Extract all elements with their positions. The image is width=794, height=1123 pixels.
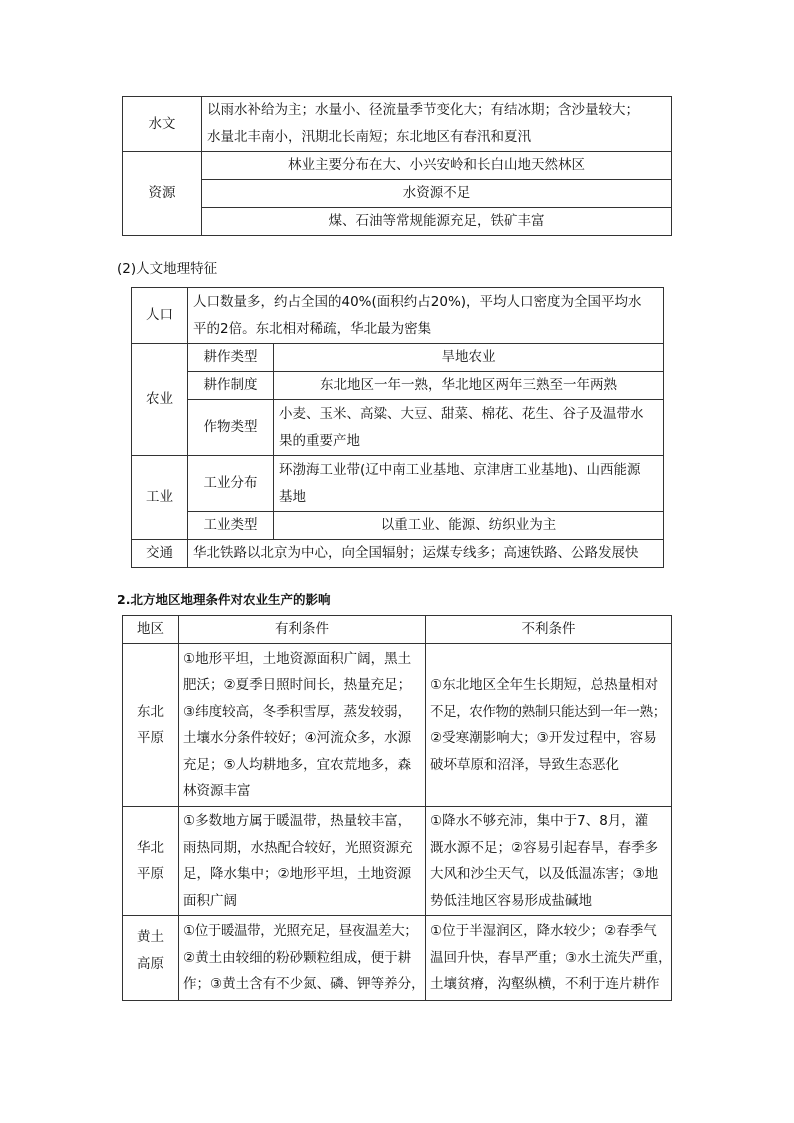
text-line: ①地形平坦，土地资源面积广阔，黑土 <box>183 650 412 667</box>
industry-distribution-line-2: 基地 <box>279 488 306 505</box>
text-line: ②受寒潮影响大；③开发过程中，容易 <box>430 730 657 746</box>
crop-type-line-1: 小麦、玉米、高粱、大豆、甜菜、棉花、花生、谷子及温带水 <box>279 405 644 422</box>
text-line: ③纬度较高，冬季积雪厚，蒸发较弱， <box>183 703 412 720</box>
region-cell <box>123 916 179 1001</box>
text-line: ②黄土由较细的粉砂颗粒组成，便于耕 <box>183 949 412 966</box>
text-line: 温回升快，春旱严重；③水土流失严重， <box>430 949 672 966</box>
population-line-1: 人口数量多，约占全国的40%(面积约占20%)，平均人口密度为全国平均水 <box>193 293 642 310</box>
text-line: 土壤贫瘠，沟壑纵横，不利于连片耕作 <box>430 976 660 993</box>
table-row <box>123 644 672 807</box>
text-line: 充足；⑤人均耕地多，宜农荒地多，森 <box>183 756 412 773</box>
resources-forest: 林业主要分布在大、小兴安岭和长白山地天然林区 <box>202 152 672 180</box>
industry-type-label: 工业类型 <box>188 512 274 540</box>
region-cell <box>123 644 179 807</box>
farming-type-value: 旱地农业 <box>274 344 664 372</box>
physical-features-table <box>122 96 672 236</box>
header-region: 地区 <box>123 616 179 644</box>
agriculture-label: 农业 <box>132 344 188 456</box>
unfavorable-cell <box>426 916 672 1001</box>
population-label: 人口 <box>132 288 188 344</box>
human-geography-table <box>131 287 664 568</box>
industry-type-value: 以重工业、能源、纺织业为主 <box>274 512 664 540</box>
unfavorable-cell <box>426 644 672 807</box>
transport-label: 交通 <box>132 540 188 568</box>
table-row <box>123 916 672 1001</box>
hydrology-line-2: 水量北丰南小，汛期北长南短；东北地区有春汛和夏汛 <box>207 129 531 145</box>
industry-distribution-line-1: 环渤海工业带(辽中南工业基地、京津唐工业基地)、山西能源 <box>279 461 641 478</box>
farming-system-label: 耕作制度 <box>188 372 274 400</box>
text-line: 势低洼地区容易形成盐碱地 <box>430 892 592 909</box>
text-line: 溉水源不足；②容易引起春旱，春季多 <box>430 839 659 856</box>
text-line: 足，降水集中；②地形平坦，土地资源 <box>183 866 412 882</box>
section-heading-agriculture-conditions: 2.北方地区地理条件对农业生产的影响 <box>117 592 331 607</box>
text-line: ①位于半湿润区，降水较少；②春季气 <box>430 923 657 940</box>
region-cell <box>123 807 179 916</box>
agriculture-conditions-table <box>122 615 672 1001</box>
region-name-line: 平原 <box>137 866 164 882</box>
text-line: 作；③黄土含有不少氮、磷、钾等养分， <box>183 976 425 993</box>
hydrology-label: 水文 <box>123 97 202 152</box>
hydrology-line-1: 以雨水补给为主；水量小、径流量季节变化大；有结冰期；含沙量较大； <box>207 102 639 118</box>
region-name-line: 东北 <box>137 703 164 720</box>
favorable-cell <box>179 807 426 916</box>
header-unfavorable: 不利条件 <box>426 616 672 644</box>
crop-type-value <box>274 400 664 456</box>
resources-water: 水资源不足 <box>202 180 672 208</box>
crop-type-label: 作物类型 <box>188 400 274 456</box>
text-line: ①位于暖温带，光照充足，昼夜温差大； <box>183 923 418 940</box>
transport-value: 华北铁路以北京为中心，向全国辐射；运煤专线多；高速铁路、公路发展快 <box>188 540 664 568</box>
resources-label: 资源 <box>123 152 202 236</box>
text-line: 肥沃；②夏季日照时间长，热量充足； <box>183 677 412 693</box>
industry-distribution-value <box>274 456 664 512</box>
text-line: ①东北地区全年生长期短，总热量相对 <box>430 677 659 693</box>
unfavorable-cell <box>426 807 672 916</box>
text-line: 破坏草原和沼泽，导致生态恶化 <box>430 756 619 773</box>
population-content <box>188 288 664 344</box>
text-line: 土壤水分条件较好；④河流众多，水源 <box>183 730 412 746</box>
section-heading-human-geography: (2)人文地理特征 <box>117 261 218 277</box>
crop-type-line-2: 果的重要产地 <box>279 432 360 449</box>
text-line: 雨热同期，水热配合较好，光照资源充 <box>183 839 413 856</box>
hydrology-content <box>202 97 672 152</box>
resources-energy: 煤、石油等常规能源充足，铁矿丰富 <box>202 208 672 236</box>
header-favorable: 有利条件 <box>179 616 426 644</box>
text-line: 大风和沙尘天气，以及低温冻害；③地 <box>430 866 659 882</box>
region-name-line: 黄土 <box>137 929 164 945</box>
industry-label: 工业 <box>132 456 188 540</box>
region-name-line: 平原 <box>137 730 164 746</box>
text-line: ①多数地方属于暖温带，热量较丰富， <box>183 813 412 829</box>
population-line-2: 平的2倍。东北相对稀疏，华北最为密集 <box>193 320 432 337</box>
favorable-cell <box>179 644 426 807</box>
favorable-cell <box>179 916 426 1001</box>
text-line: 面积广阔 <box>183 892 237 909</box>
region-name-line: 华北 <box>137 839 164 856</box>
table-row <box>123 807 672 916</box>
text-line: 林资源丰富 <box>183 783 251 799</box>
region-name-line: 高原 <box>137 955 164 972</box>
farming-system-value: 东北地区一年一熟，华北地区两年三熟至一年两熟 <box>274 372 664 400</box>
industry-distribution-label: 工业分布 <box>188 456 274 512</box>
text-line: ①降水不够充沛，集中于7、8月，灌 <box>430 813 649 829</box>
text-line: 不足，农作物的熟制只能达到一年一熟； <box>430 703 666 720</box>
farming-type-label: 耕作类型 <box>188 344 274 372</box>
